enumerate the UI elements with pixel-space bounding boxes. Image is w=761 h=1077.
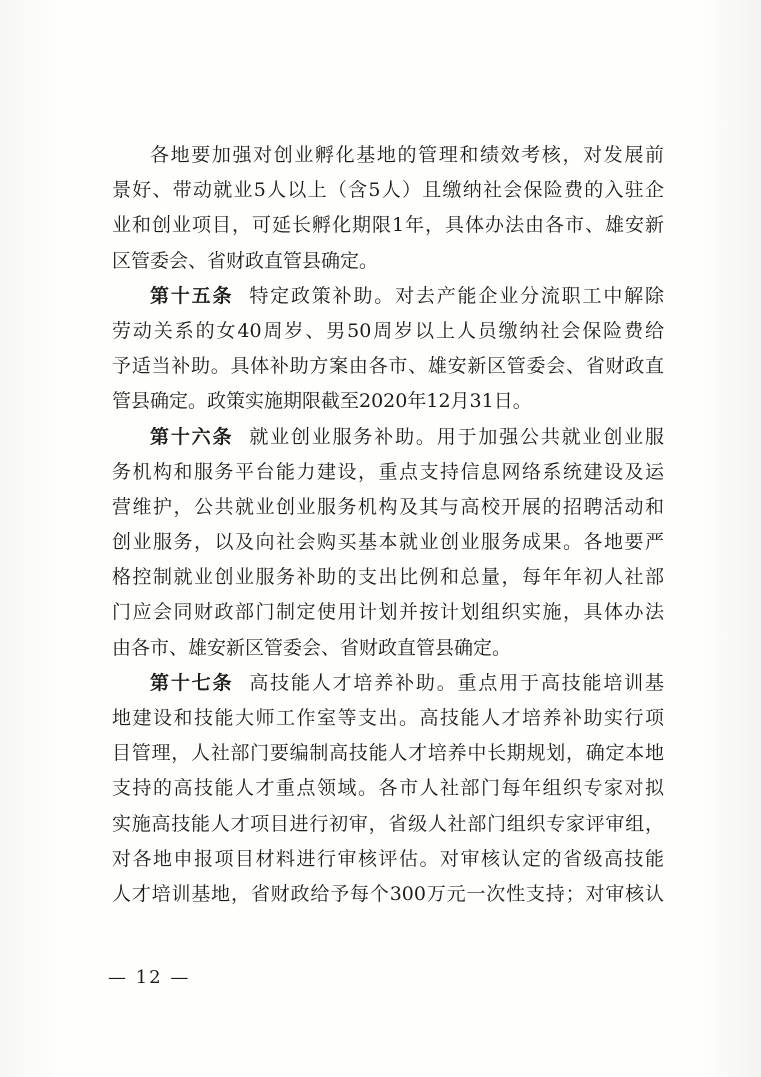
article-heading: 第十六条 [150,425,234,448]
text-line [112,279,664,314]
line-text: 实施高技能人才项目进行初审，省级人社部门组织专家评审组， [112,812,664,835]
text-line [112,525,664,560]
text-line [112,173,664,208]
article-heading: 第十五条 [150,284,234,307]
text-line [112,384,664,419]
line-text: 高技能人才培养补助。重点用于高技能培训基 [249,671,664,694]
line-text: 就业创业服务补助。用于加强公共就业创业服 [249,425,664,448]
line-text: 劳动关系的女40周岁、男50周岁以上人员缴纳社会保险费给 [112,319,664,342]
text-line [112,842,664,877]
text-line [112,349,664,384]
line-text: 地建设和技能大师工作室等支出。高技能人才培养补助实行项 [112,707,664,729]
line-text: 创业服务，以及向社会购买基本就业创业服务成果。各地要严 [112,531,664,554]
text-line [112,771,664,806]
text-line [112,701,664,736]
page-number: — 12 — [108,967,191,988]
line-text: 特定政策补助。对去产能企业分流职工中解除 [249,284,664,307]
paragraph [112,279,664,420]
line-text: 管县确定。政策实施期限截至2020年12月31日。 [112,390,532,413]
article-heading: 第十七条 [150,671,234,694]
line-text: 各地要加强对创业孵化基地的管理和绩效考核，对发展前 [150,144,664,166]
text-line [112,455,664,490]
text-line [112,666,664,701]
line-text: 营维护，公共就业创业服务机构及其与高校开展的招聘活动和 [112,495,664,518]
text-line [112,595,664,630]
line-text: 务机构和服务平台能力建设，重点支持信息网络系统建设及运 [112,460,664,483]
text-line [112,631,664,666]
text-line [112,208,664,243]
line-text: 景好、带动就业5人以上（含5人）且缴纳社会保险费的入驻企 [112,179,664,202]
text-line [112,314,664,349]
line-text: 区管委会、省财政直管县确定。 [112,249,379,272]
line-text: 目管理，人社部门要编制高技能人才培养中长期规划，确定本地 [112,742,664,765]
line-text: 对各地申报项目材料进行审核评估。对审核认定的省级高技能 [112,847,664,870]
line-text: 格控制就业创业服务补助的支出比例和总量，每年年初人社部 [112,566,664,589]
text-line [112,490,664,525]
line-text: 支持的高技能人才重点领域。各市人社部门每年组织专家对拟 [112,777,664,800]
text-line [112,244,664,279]
line-text: 由各市、雄安新区管委会、省财政直管县确定。 [112,636,512,659]
line-text: 人才培训基地，省财政给予每个300万元一次性支持；对审核认 [112,882,664,905]
text-line [112,420,664,455]
text-line [112,807,664,842]
text-line [112,560,664,595]
text-line [112,138,664,173]
document-body [112,138,664,912]
line-text: 予适当补助。具体补助方案由各市、雄安新区管委会、省财政直 [112,355,664,378]
line-text: 业和创业项目，可延长孵化期限1年，具体办法由各市、雄安新 [112,214,664,237]
line-text: 门应会同财政部门制定使用计划并按计划组织实施，具体办法 [112,601,664,624]
paragraph [112,138,664,279]
text-line [112,877,664,912]
paragraph [112,420,664,666]
text-line [112,736,664,771]
paragraph [112,666,664,912]
